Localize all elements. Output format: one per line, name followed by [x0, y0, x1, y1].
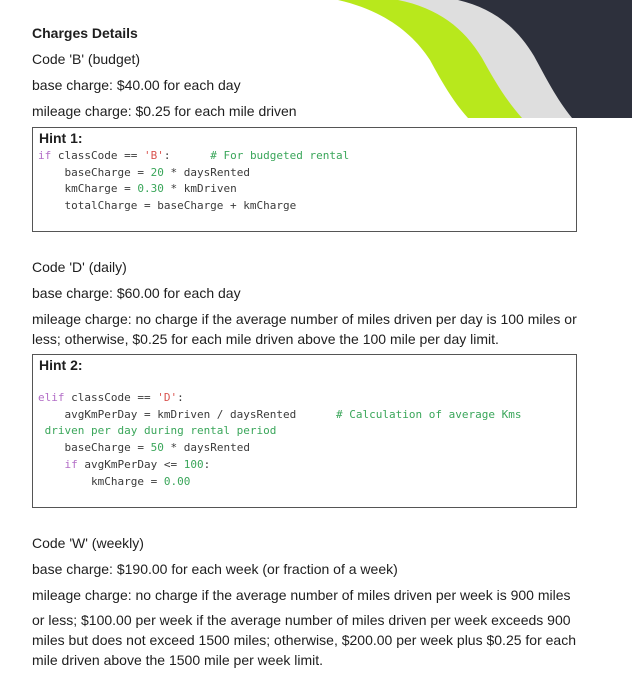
code-text: avgKmPerDay <=: [77, 457, 184, 471]
code-w-base-charge: base charge: $190.00 for each week (or fraction of a week): [32, 561, 398, 577]
code-text: :: [177, 391, 184, 404]
code-d-label: Code 'D' (daily): [32, 259, 127, 275]
number-literal: 50: [150, 441, 164, 455]
code-text: * daysRented: [163, 441, 250, 455]
hint-2-code: [38, 390, 521, 490]
code-text: classCode ==: [51, 149, 144, 162]
string-literal: 'B': [143, 149, 164, 162]
code-text: * kmDriven: [163, 182, 237, 196]
code-text: :: [203, 457, 211, 471]
code-b-base-charge: base charge: $40.00 for each day: [32, 77, 241, 93]
hint-2-box: [32, 354, 577, 508]
code-text: :: [163, 149, 211, 162]
code-text: avgKmPerDay = kmDriven / daysRented: [38, 407, 337, 421]
code-d-mileage-charge: mileage charge: no charge if the average number of miles driven per day is 100 miles or less; otherwise, $0.25 for each mile driven above the 100 mile per day limit.: [32, 311, 577, 347]
code-comment: # Calculation of average Kms: [336, 407, 522, 421]
code-text: baseCharge =: [38, 165, 151, 179]
code-text: baseCharge =: [38, 441, 151, 455]
hint-1-title: Hint 1:: [39, 130, 83, 146]
section-heading: Charges Details: [32, 25, 138, 41]
code-comment: driven per day during rental period: [38, 424, 277, 438]
keyword: elif: [38, 391, 65, 404]
number-literal: 100: [183, 457, 204, 471]
code-b-label: Code 'B' (budget): [32, 51, 141, 67]
keyword: if: [38, 149, 52, 162]
keyword: if: [64, 457, 78, 471]
code-text: * daysRented: [163, 165, 250, 179]
hint-1-code: [38, 148, 349, 215]
code-d-base-charge: base charge: $60.00 for each day: [32, 285, 241, 301]
code-comment: # For budgeted rental: [210, 149, 350, 162]
code-text: kmCharge =: [38, 474, 164, 488]
number-literal: 0.00: [163, 474, 191, 488]
string-literal: 'D': [157, 391, 178, 404]
code-text: classCode ==: [64, 391, 158, 404]
number-literal: 0.30: [137, 182, 164, 196]
hint-1-box: [32, 127, 577, 232]
code-w-mileage-charge-line-1: mileage charge: no charge if the average number of miles driven per week is 900 miles: [32, 587, 571, 603]
code-text: totalCharge = baseCharge + kmCharge: [38, 199, 297, 213]
code-text: [38, 458, 65, 471]
code-b-mileage-charge: mileage charge: $0.25 for each mile driven: [32, 103, 297, 119]
code-w-label: Code 'W' (weekly): [32, 535, 144, 551]
hint-2-title: Hint 2:: [39, 357, 83, 373]
number-literal: 20: [150, 165, 164, 179]
code-w-mileage-charge-line-2: or less; $100.00 per week if the average number of miles driven per week exceeds 900 miles but does not exceed 1500 miles; otherwise, $200.00 per week plus $0.25 for each mile driven above the 1500 mile per week limit.: [32, 612, 576, 668]
code-text: kmCharge =: [38, 182, 138, 196]
